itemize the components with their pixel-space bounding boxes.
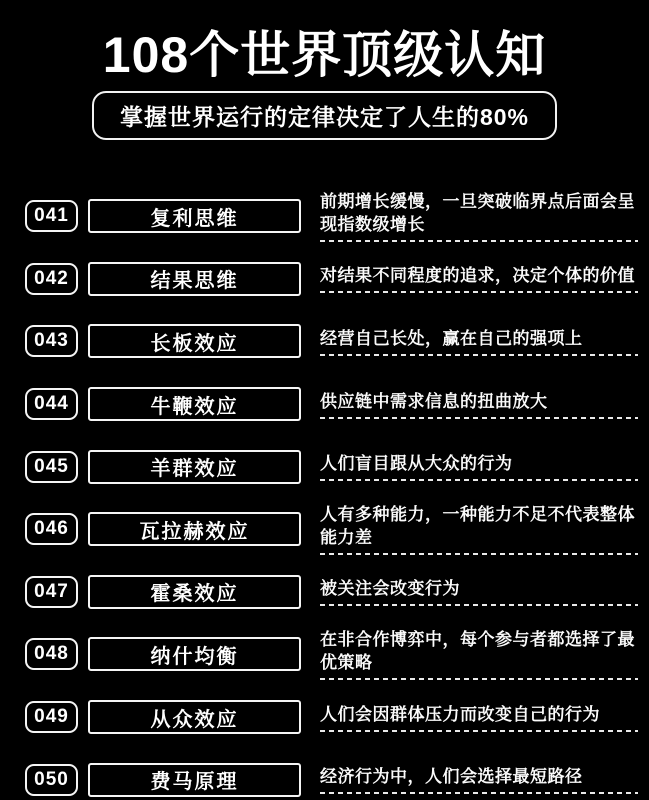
dashed-divider bbox=[320, 792, 638, 794]
item-description: 经济行为中，人们会选择最短路径 bbox=[320, 767, 583, 787]
item-description-column bbox=[320, 264, 638, 293]
item-term-box: 长板效应 bbox=[88, 324, 301, 358]
item-description-column bbox=[320, 765, 638, 794]
item-number-badge: 046 bbox=[25, 513, 78, 545]
item-term-box: 从众效应 bbox=[88, 700, 301, 734]
cognition-list bbox=[0, 185, 649, 800]
cognition-row bbox=[0, 310, 649, 373]
item-description-column bbox=[320, 503, 638, 555]
item-number-badge: 049 bbox=[25, 701, 78, 733]
item-description: 对结果不同程度的追求，决定个体的价值 bbox=[320, 266, 635, 286]
item-term-box: 瓦拉赫效应 bbox=[88, 512, 301, 546]
item-description-column bbox=[320, 327, 638, 356]
cognition-row bbox=[0, 498, 649, 561]
page-title: 108个世界顶级认知 bbox=[102, 27, 547, 83]
dashed-divider bbox=[320, 240, 638, 242]
header bbox=[0, 0, 649, 138]
item-number-badge: 044 bbox=[25, 388, 78, 420]
cognition-row bbox=[0, 248, 649, 311]
item-number-badge: 042 bbox=[25, 263, 78, 295]
dashed-divider bbox=[320, 730, 638, 732]
item-number-badge: 047 bbox=[25, 576, 78, 608]
cognition-row bbox=[0, 373, 649, 436]
item-description: 人有多种能力，一种能力不足不代表整体能力差 bbox=[320, 505, 635, 548]
item-term-box: 牛鞭效应 bbox=[88, 387, 301, 421]
dashed-divider bbox=[320, 604, 638, 606]
item-term-box: 霍桑效应 bbox=[88, 575, 301, 609]
subtitle-row bbox=[0, 92, 649, 138]
item-term-box: 费马原理 bbox=[88, 763, 301, 797]
item-description: 在非合作博弈中，每个参与者都选择了最优策略 bbox=[320, 630, 635, 673]
item-term-box: 纳什均衡 bbox=[88, 637, 301, 671]
item-number-badge: 050 bbox=[25, 764, 78, 796]
cognition-row bbox=[0, 561, 649, 624]
item-description: 经营自己长处，赢在自己的强项上 bbox=[320, 328, 583, 348]
item-description-column bbox=[320, 452, 638, 481]
item-term-box: 结果思维 bbox=[88, 262, 301, 296]
cognition-row bbox=[0, 686, 649, 749]
cognition-row bbox=[0, 623, 649, 686]
item-description-column bbox=[320, 577, 638, 606]
dashed-divider bbox=[320, 678, 638, 680]
item-description-column bbox=[320, 190, 638, 242]
item-term-box: 复利思维 bbox=[88, 199, 301, 233]
item-number-badge: 043 bbox=[25, 325, 78, 357]
cognition-row bbox=[0, 748, 649, 800]
item-description: 人们会因群体压力而改变自己的行为 bbox=[320, 704, 600, 724]
item-description: 被关注会改变行为 bbox=[320, 579, 460, 599]
item-term-box: 羊群效应 bbox=[88, 450, 301, 484]
dashed-divider bbox=[320, 291, 638, 293]
item-description: 供应链中需求信息的扭曲放大 bbox=[320, 391, 548, 411]
dashed-divider bbox=[320, 354, 638, 356]
item-number-badge: 048 bbox=[25, 638, 78, 670]
item-description-column bbox=[320, 628, 638, 680]
item-number-badge: 041 bbox=[25, 200, 78, 232]
item-number-badge: 045 bbox=[25, 451, 78, 483]
dashed-divider bbox=[320, 553, 638, 555]
item-description: 前期增长缓慢，一旦突破临界点后面会呈现指数级增长 bbox=[320, 192, 635, 235]
item-description-column bbox=[320, 703, 638, 732]
cognition-row bbox=[0, 435, 649, 498]
dashed-divider bbox=[320, 479, 638, 481]
item-description-column bbox=[320, 390, 638, 419]
dashed-divider bbox=[320, 417, 638, 419]
subtitle-badge: 掌握世界运行的定律决定了人生的80% bbox=[92, 91, 557, 140]
cognition-row bbox=[0, 185, 649, 248]
item-description: 人们盲目跟从大众的行为 bbox=[320, 454, 513, 474]
